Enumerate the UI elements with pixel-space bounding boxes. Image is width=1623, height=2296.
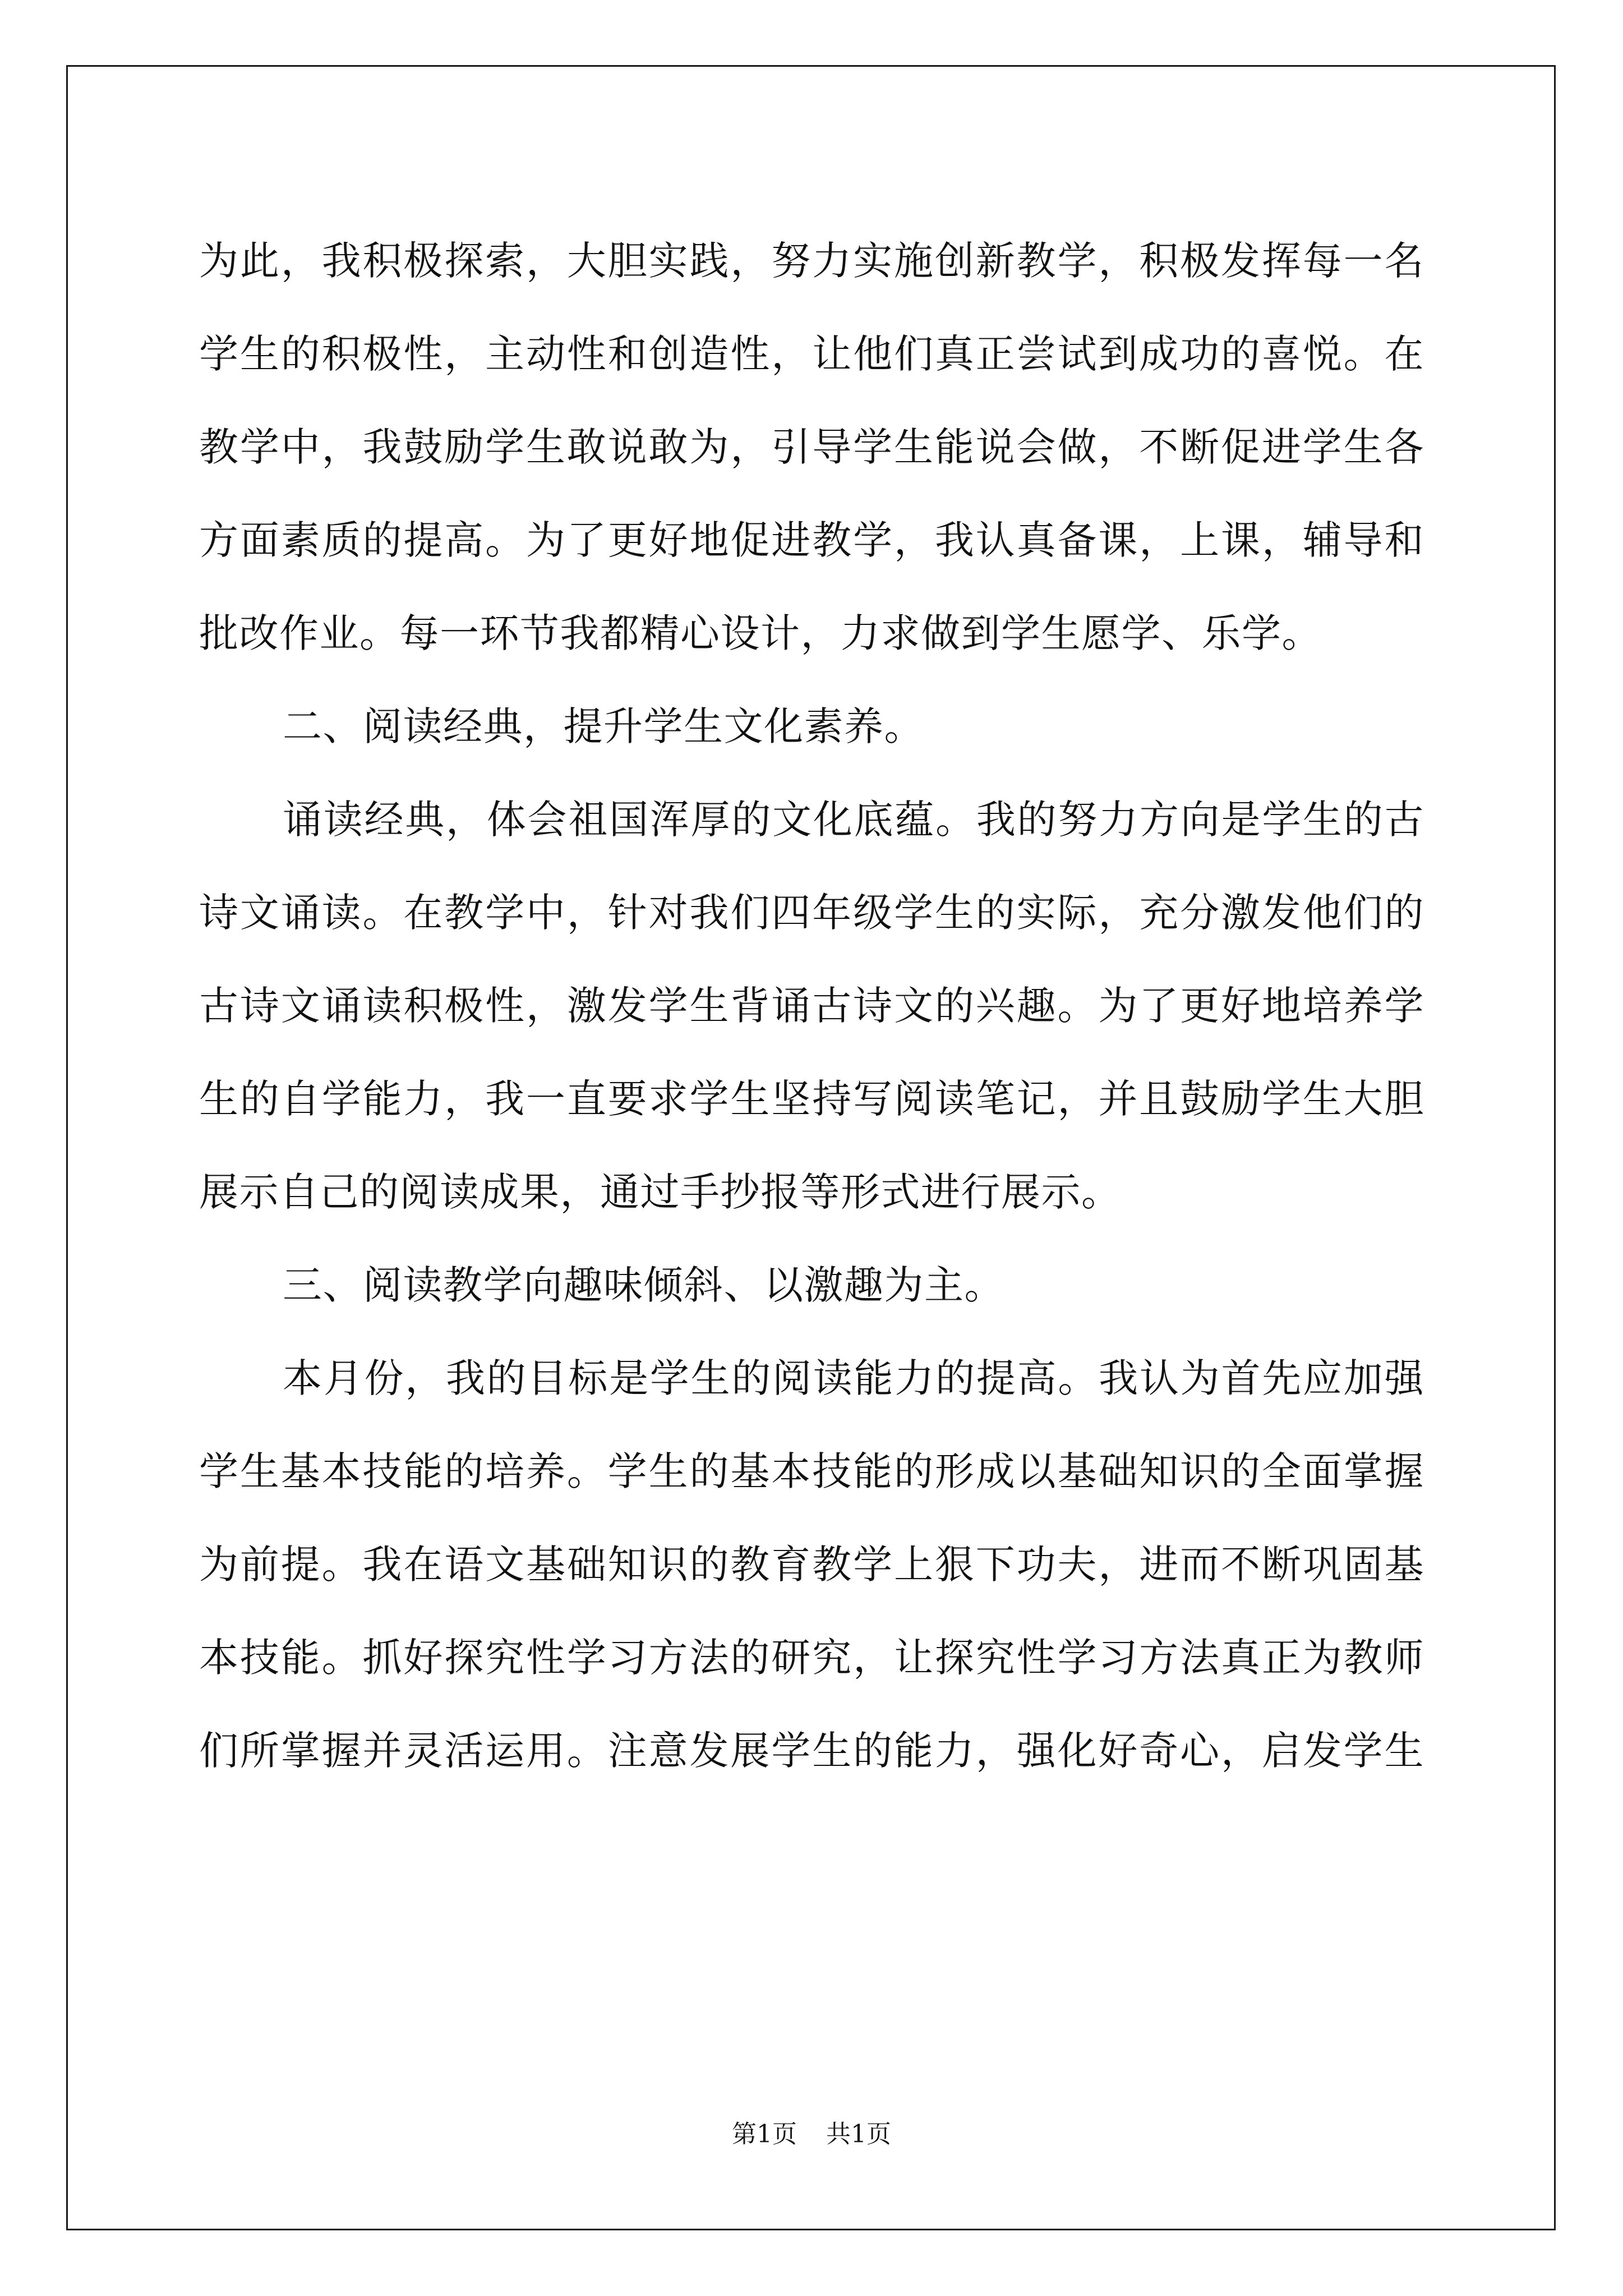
page-number-total: 共1页: [826, 2120, 891, 2148]
text-line: 教学中，我鼓励学生敢说敢为，引导学生能说会做，不断促进学生各: [199, 424, 1424, 470]
text-line: 本月份，我的目标是学生的阅读能力的提高。我认为首先应加强: [283, 1355, 1424, 1401]
text-line: 学生基本技能的培养。学生的基本技能的形成以基础知识的全面掌握: [199, 1448, 1424, 1494]
text-line: 诵读经典，体会祖国浑厚的文化底蕴。我的努力方向是学生的古: [283, 797, 1424, 843]
page-footer: [0, 2118, 1623, 2151]
text-line: 诗文诵读。在教学中，针对我们四年级学生的实际，充分激发他们的: [199, 890, 1424, 936]
text-line: 本技能。抓好探究性学习方法的研究，让探究性学习方法真正为教师: [199, 1635, 1424, 1681]
text-line: 古诗文诵读积极性，激发学生背诵古诗文的兴趣。为了更好地培养学: [199, 983, 1424, 1029]
text-line: 生的自学能力，我一直要求学生坚持写阅读笔记，并且鼓励学生大胆: [199, 1076, 1424, 1122]
section-heading: 三、阅读教学向趣味倾斜、以激趣为主。: [283, 1262, 1004, 1308]
page-number-current: 第1页: [732, 2120, 797, 2148]
document-body: [199, 214, 1424, 1797]
text-line: 为此，我积极探索，大胆实践，努力实施创新教学，积极发挥每一名: [199, 238, 1424, 284]
text-line: 方面素质的提高。为了更好地促进教学，我认真备课，上课，辅导和: [199, 517, 1424, 563]
text-line: 为前提。我在语文基础知识的教育教学上狠下功夫，进而不断巩固基: [199, 1542, 1424, 1588]
section-heading: 二、阅读经典，提升学生文化素养。: [283, 703, 924, 749]
text-line: 展示自己的阅读成果，通过手抄报等形式进行展示。: [199, 1169, 1122, 1215]
text-line: 学生的积极性，主动性和创造性，让他们真正尝试到成功的喜悦。在: [199, 331, 1424, 377]
text-line: 批改作业。每一环节我都精心设计，力求做到学生愿学、乐学。: [199, 610, 1322, 656]
text-line: 们所掌握并灵活运用。注意发展学生的能力，强化好奇心，启发学生: [199, 1728, 1424, 1774]
